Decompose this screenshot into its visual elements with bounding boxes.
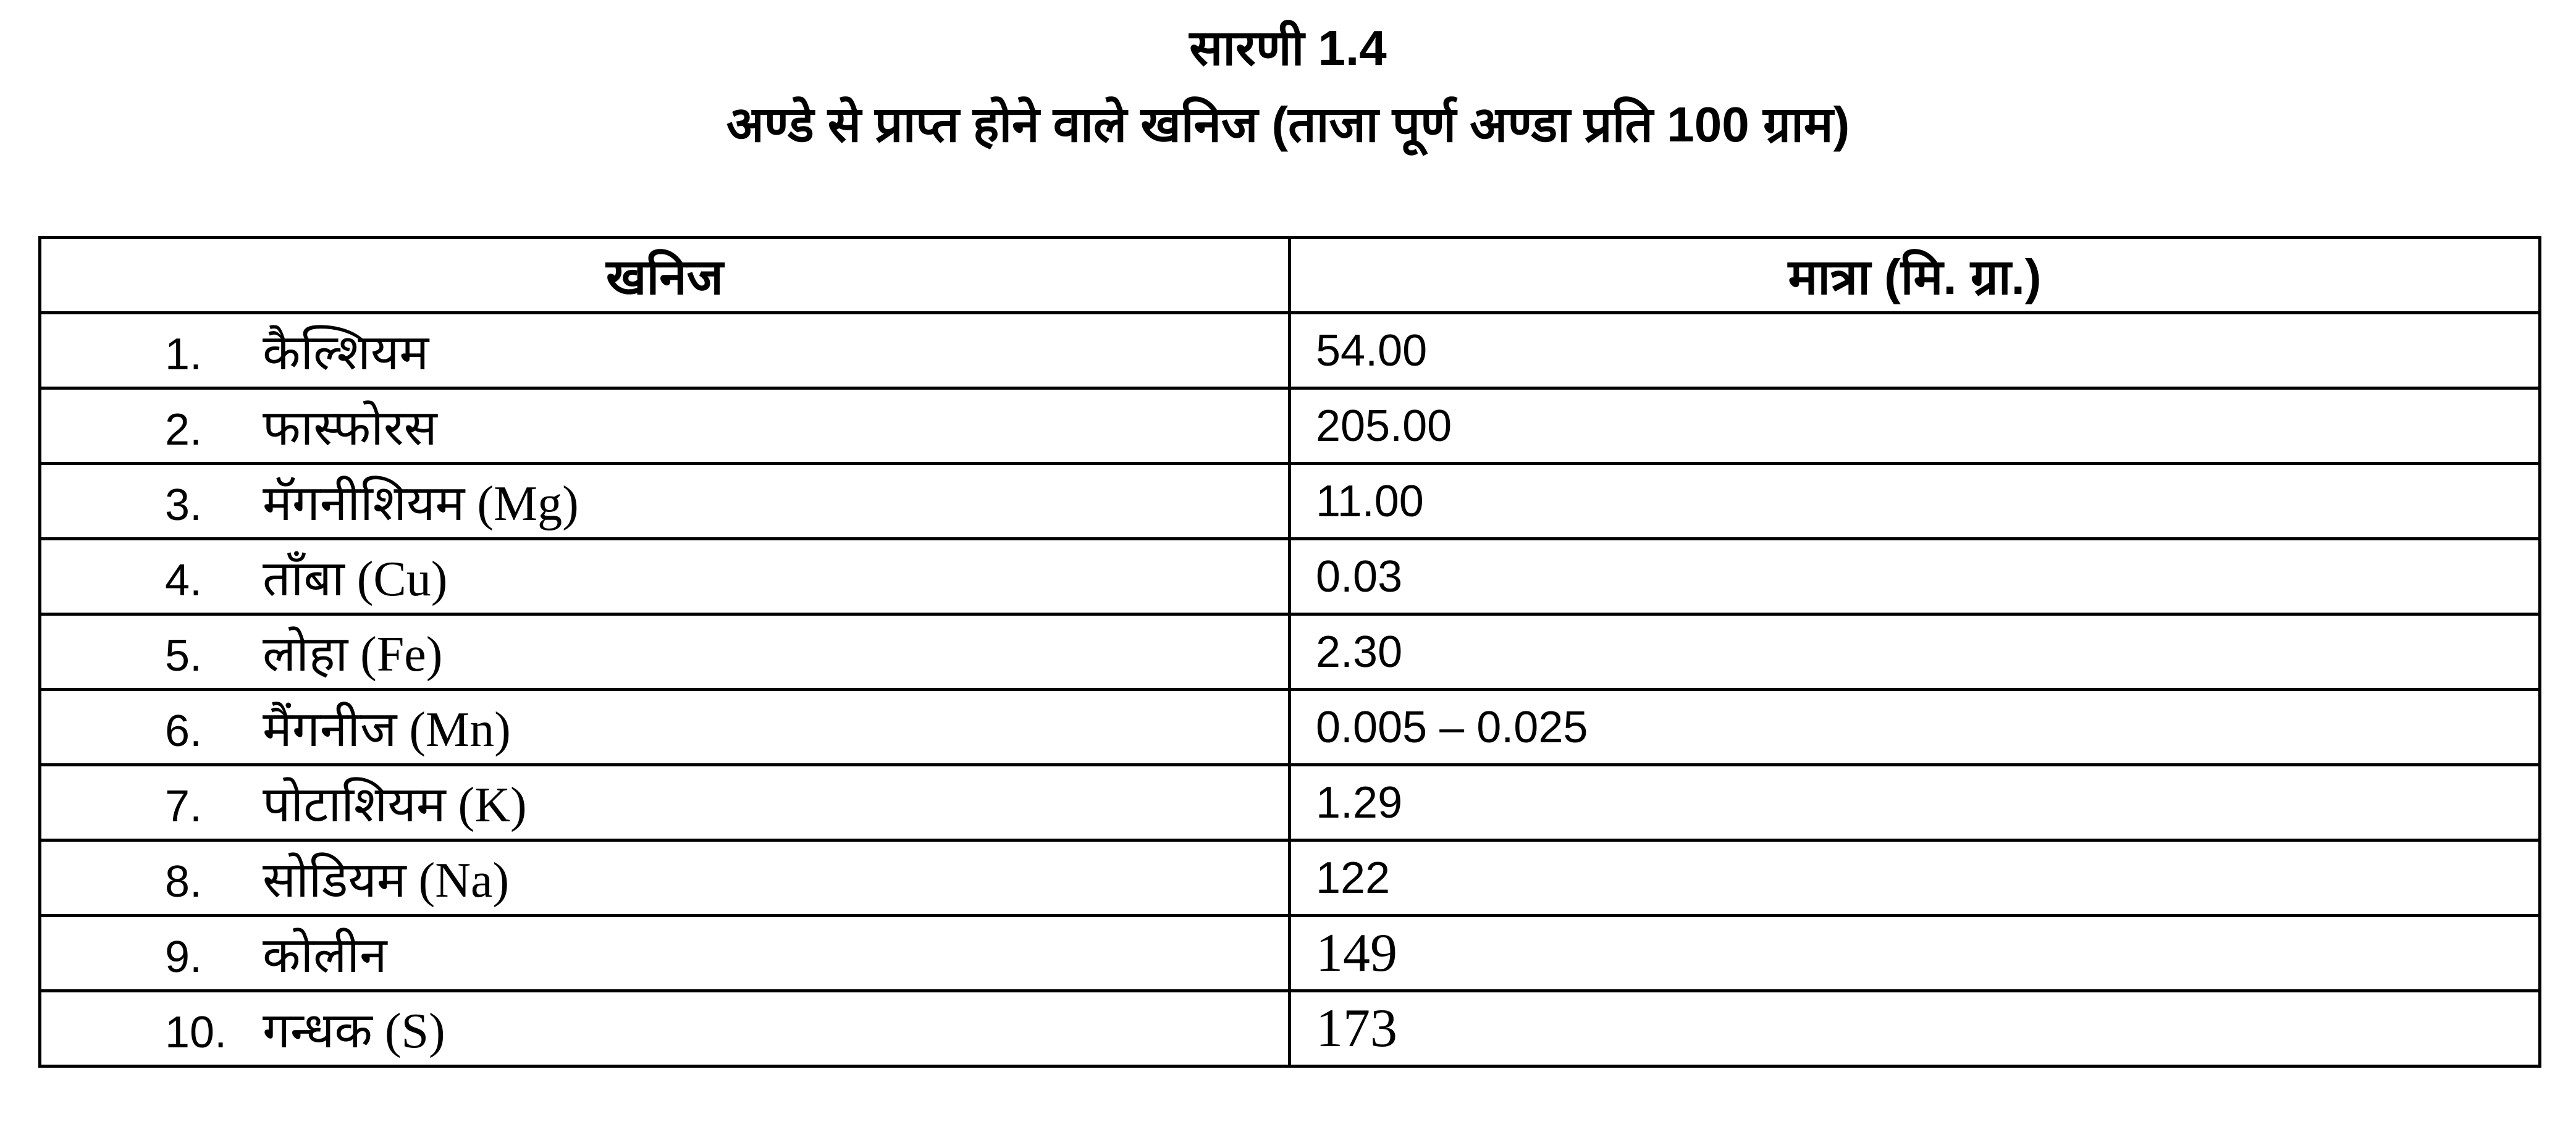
quantity-value: 11.00 <box>1290 464 2540 539</box>
quantity-value: 122 <box>1290 840 2540 916</box>
table-row <box>40 690 2540 765</box>
table-row <box>40 765 2540 840</box>
table-row <box>40 313 2540 388</box>
mineral-name-cell <box>40 840 1290 916</box>
header-row <box>40 238 2540 313</box>
table-row <box>40 539 2540 614</box>
mineral-name-cell <box>40 464 1290 539</box>
row-number: 4. <box>165 556 203 605</box>
row-number: 3. <box>165 480 203 530</box>
mineral-name-cell <box>40 388 1290 464</box>
row-number: 8. <box>165 857 203 907</box>
quantity-value: 173 <box>1290 991 2540 1066</box>
mineral-name: फास्फोरस <box>263 401 437 456</box>
mineral-name-cell <box>40 765 1290 840</box>
table-row <box>40 464 2540 539</box>
mineral-name: गन्धक (S) <box>263 1004 445 1058</box>
quantity-value: 0.03 <box>1290 539 2540 614</box>
mineral-name: पोटाशियम (K) <box>263 778 527 832</box>
table-row <box>40 991 2540 1066</box>
mineral-name-cell <box>40 690 1290 765</box>
quantity-value: 1.29 <box>1290 765 2540 840</box>
quantity-value: 54.00 <box>1290 313 2540 388</box>
table-row <box>40 840 2540 916</box>
mineral-name-cell <box>40 313 1290 388</box>
table-title: अण्डे से प्राप्त होने वाले खनिज (ताजा पूर्ण अण्डा प्रति 100 ग्राम) <box>726 97 1850 152</box>
table-row <box>40 388 2540 464</box>
mineral-name: कोलीन <box>263 929 387 983</box>
mineral-name: मैंगनीज (Mn) <box>263 703 511 757</box>
mineral-name-cell <box>40 614 1290 690</box>
row-number: 2. <box>165 405 203 455</box>
mineral-name-cell <box>40 991 1290 1066</box>
row-number: 6. <box>165 706 203 756</box>
table-row <box>40 614 2540 690</box>
mineral-name: लोहा (Fe) <box>263 627 443 682</box>
quantity-value: 149 <box>1290 916 2540 991</box>
mineral-name: कैल्शियम <box>263 326 429 380</box>
mineral-name-cell <box>40 916 1290 991</box>
mineral-name: ताँबा (Cu) <box>263 552 448 606</box>
table-row <box>40 916 2540 991</box>
quantity-value: 0.005 – 0.025 <box>1290 690 2540 765</box>
quantity-value: 2.30 <box>1290 614 2540 690</box>
mineral-name: सोडियम (Na) <box>263 853 510 908</box>
column-header-quantity: मात्रा (मि. ग्रा.) <box>1290 238 2540 313</box>
minerals-table <box>38 236 2541 1068</box>
quantity-value: 205.00 <box>1290 388 2540 464</box>
row-number: 5. <box>165 631 203 681</box>
row-number: 9. <box>165 932 203 982</box>
row-number: 7. <box>165 782 203 831</box>
row-number: 1. <box>165 330 203 379</box>
column-header-mineral: खनिज <box>40 238 1290 313</box>
mineral-name-cell <box>40 539 1290 614</box>
row-number: 10. <box>165 1008 227 1057</box>
mineral-name: मॅगनीशियम (Mg) <box>263 477 579 531</box>
table-number: सारणी 1.4 <box>1189 20 1387 75</box>
